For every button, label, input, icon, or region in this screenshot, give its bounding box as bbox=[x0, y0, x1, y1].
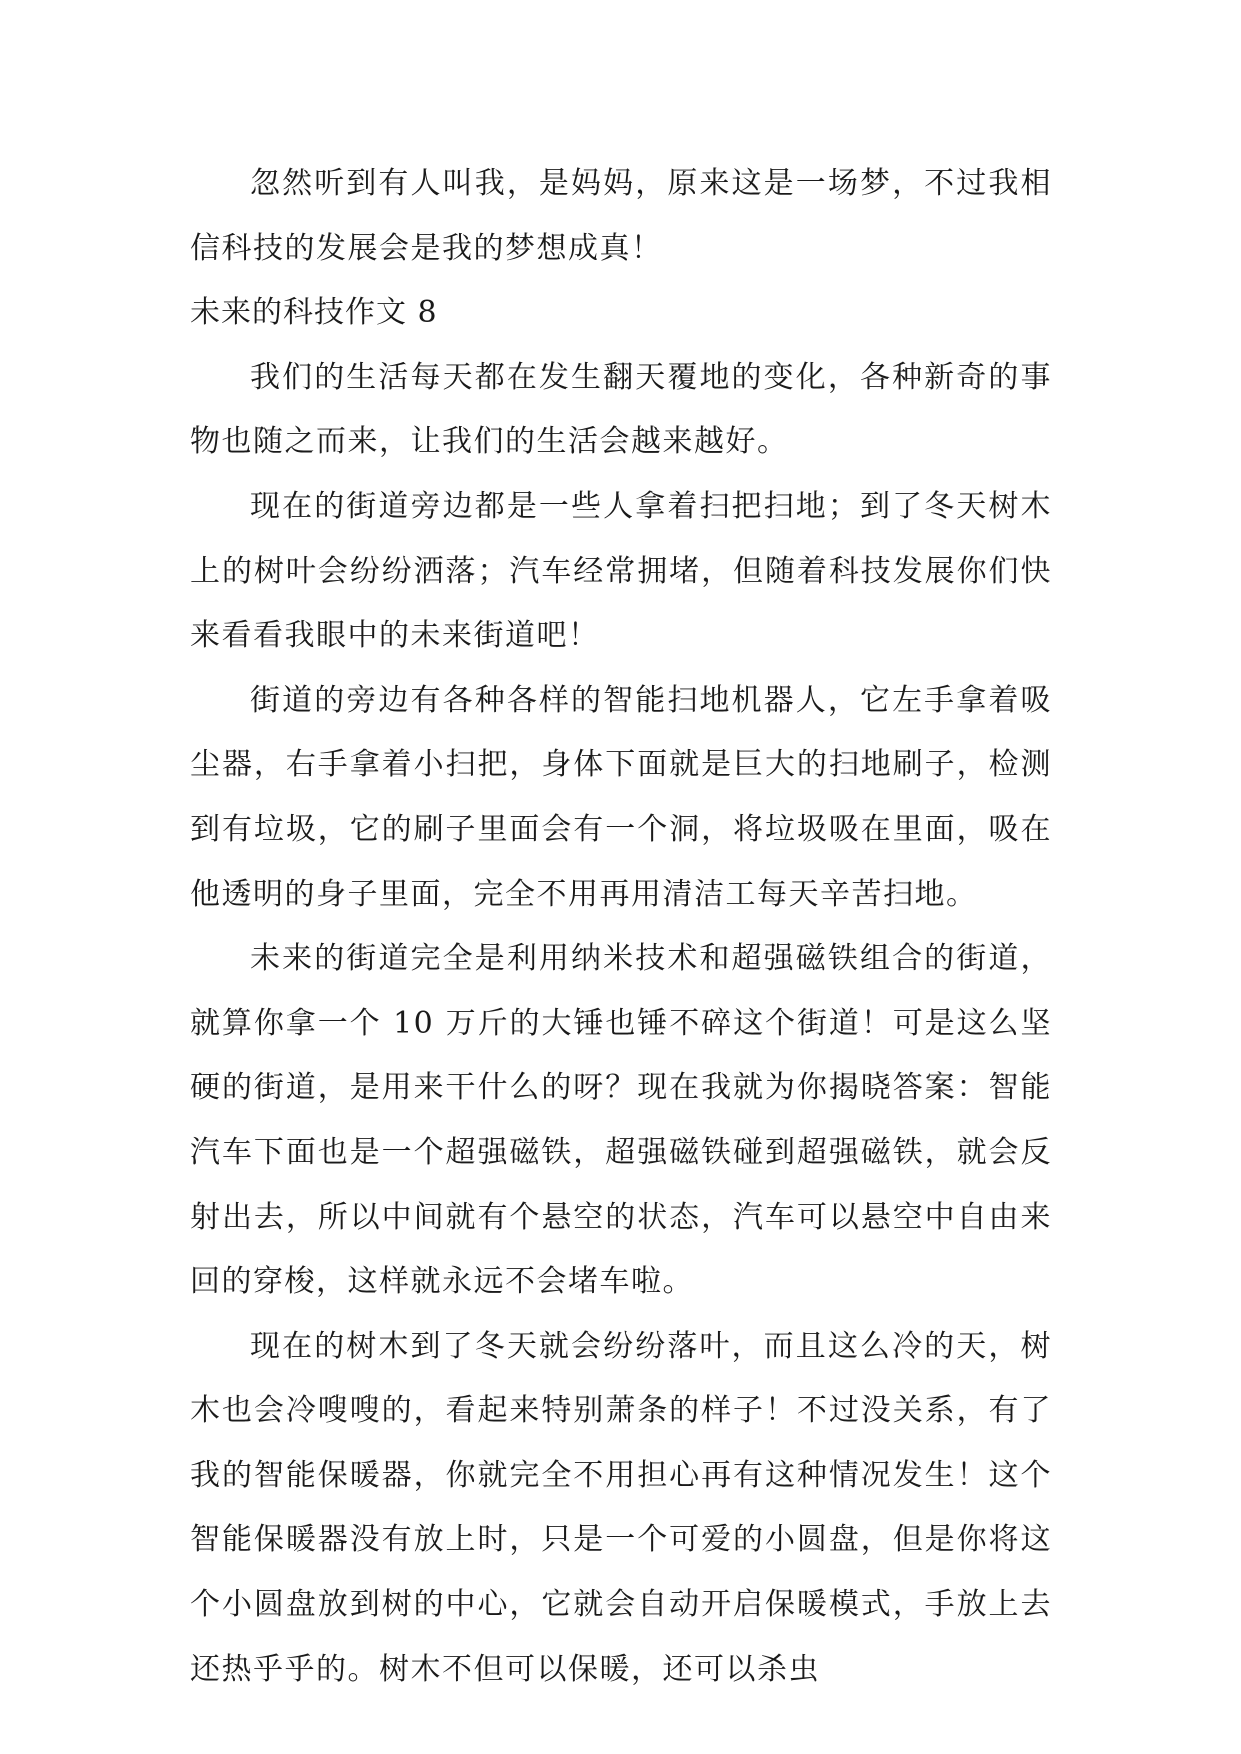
paragraph-intro: 我们的生活每天都在发生翻天覆地的变化，各种新奇的事物也随之而来，让我们的生活会越来越好。 bbox=[190, 359, 1052, 460]
paragraph-tree-warmer: 现在的树木到了冬天就会纷纷落叶，而且这么冷的天，树木也会冷嗖嗖的，看起来特别萧条的样子！不过没关系，有了我的智能保暖器，你就完全不用担心再有这种情况发生！这个智能保暖器没有放上时，只是一个可爱的小圆盘，但是你将这个小圆盘放到树的中心，它就会自动开启保暖模式，手放上去还热乎乎的。树木不但可以保暖，还可以杀虫 bbox=[190, 1328, 1052, 1687]
paragraph-sweeping-robot: 街道的旁边有各种各样的智能扫地机器人，它左手拿着吸尘器，右手拿着小扫把，身体下面就是巨大的扫地刷子，检测到有垃圾，它的刷子里面会有一个洞，将垃圾吸在里面，吸在他透明的身子里面，完全不用再用清洁工每天辛苦扫地。 bbox=[190, 682, 1052, 912]
paragraph-dream-ending: 忽然听到有人叫我，是妈妈，原来这是一场梦，不过我相信科技的发展会是我的梦想成真！ bbox=[190, 166, 1052, 266]
paragraph-current-streets: 现在的街道旁边都是一些人拿着扫把扫地；到了冬天树木上的树叶会纷纷洒落；汽车经常拥堵，但随着科技发展你们快来看看我眼中的未来街道吧！ bbox=[190, 488, 1052, 654]
document-page bbox=[190, 152, 1052, 1702]
paragraph-magnetic-street: 未来的街道完全是利用纳米技术和超强磁铁组合的街道，就算你拿一个 10 万斤的大锤也锤不碎这个街道！可是这么坚硬的街道，是用来干什么的呀？现在我就为你揭晓答案：智能汽车下面也是一个超强磁铁，超强磁铁碰到超强磁铁，就会反射出去，所以中间就有个悬空的状态，汽车可以悬空中自由来回的穿梭，这样就永远不会堵车啦。 bbox=[190, 941, 1052, 1300]
section-title: 未来的科技作文 8 bbox=[190, 295, 438, 331]
